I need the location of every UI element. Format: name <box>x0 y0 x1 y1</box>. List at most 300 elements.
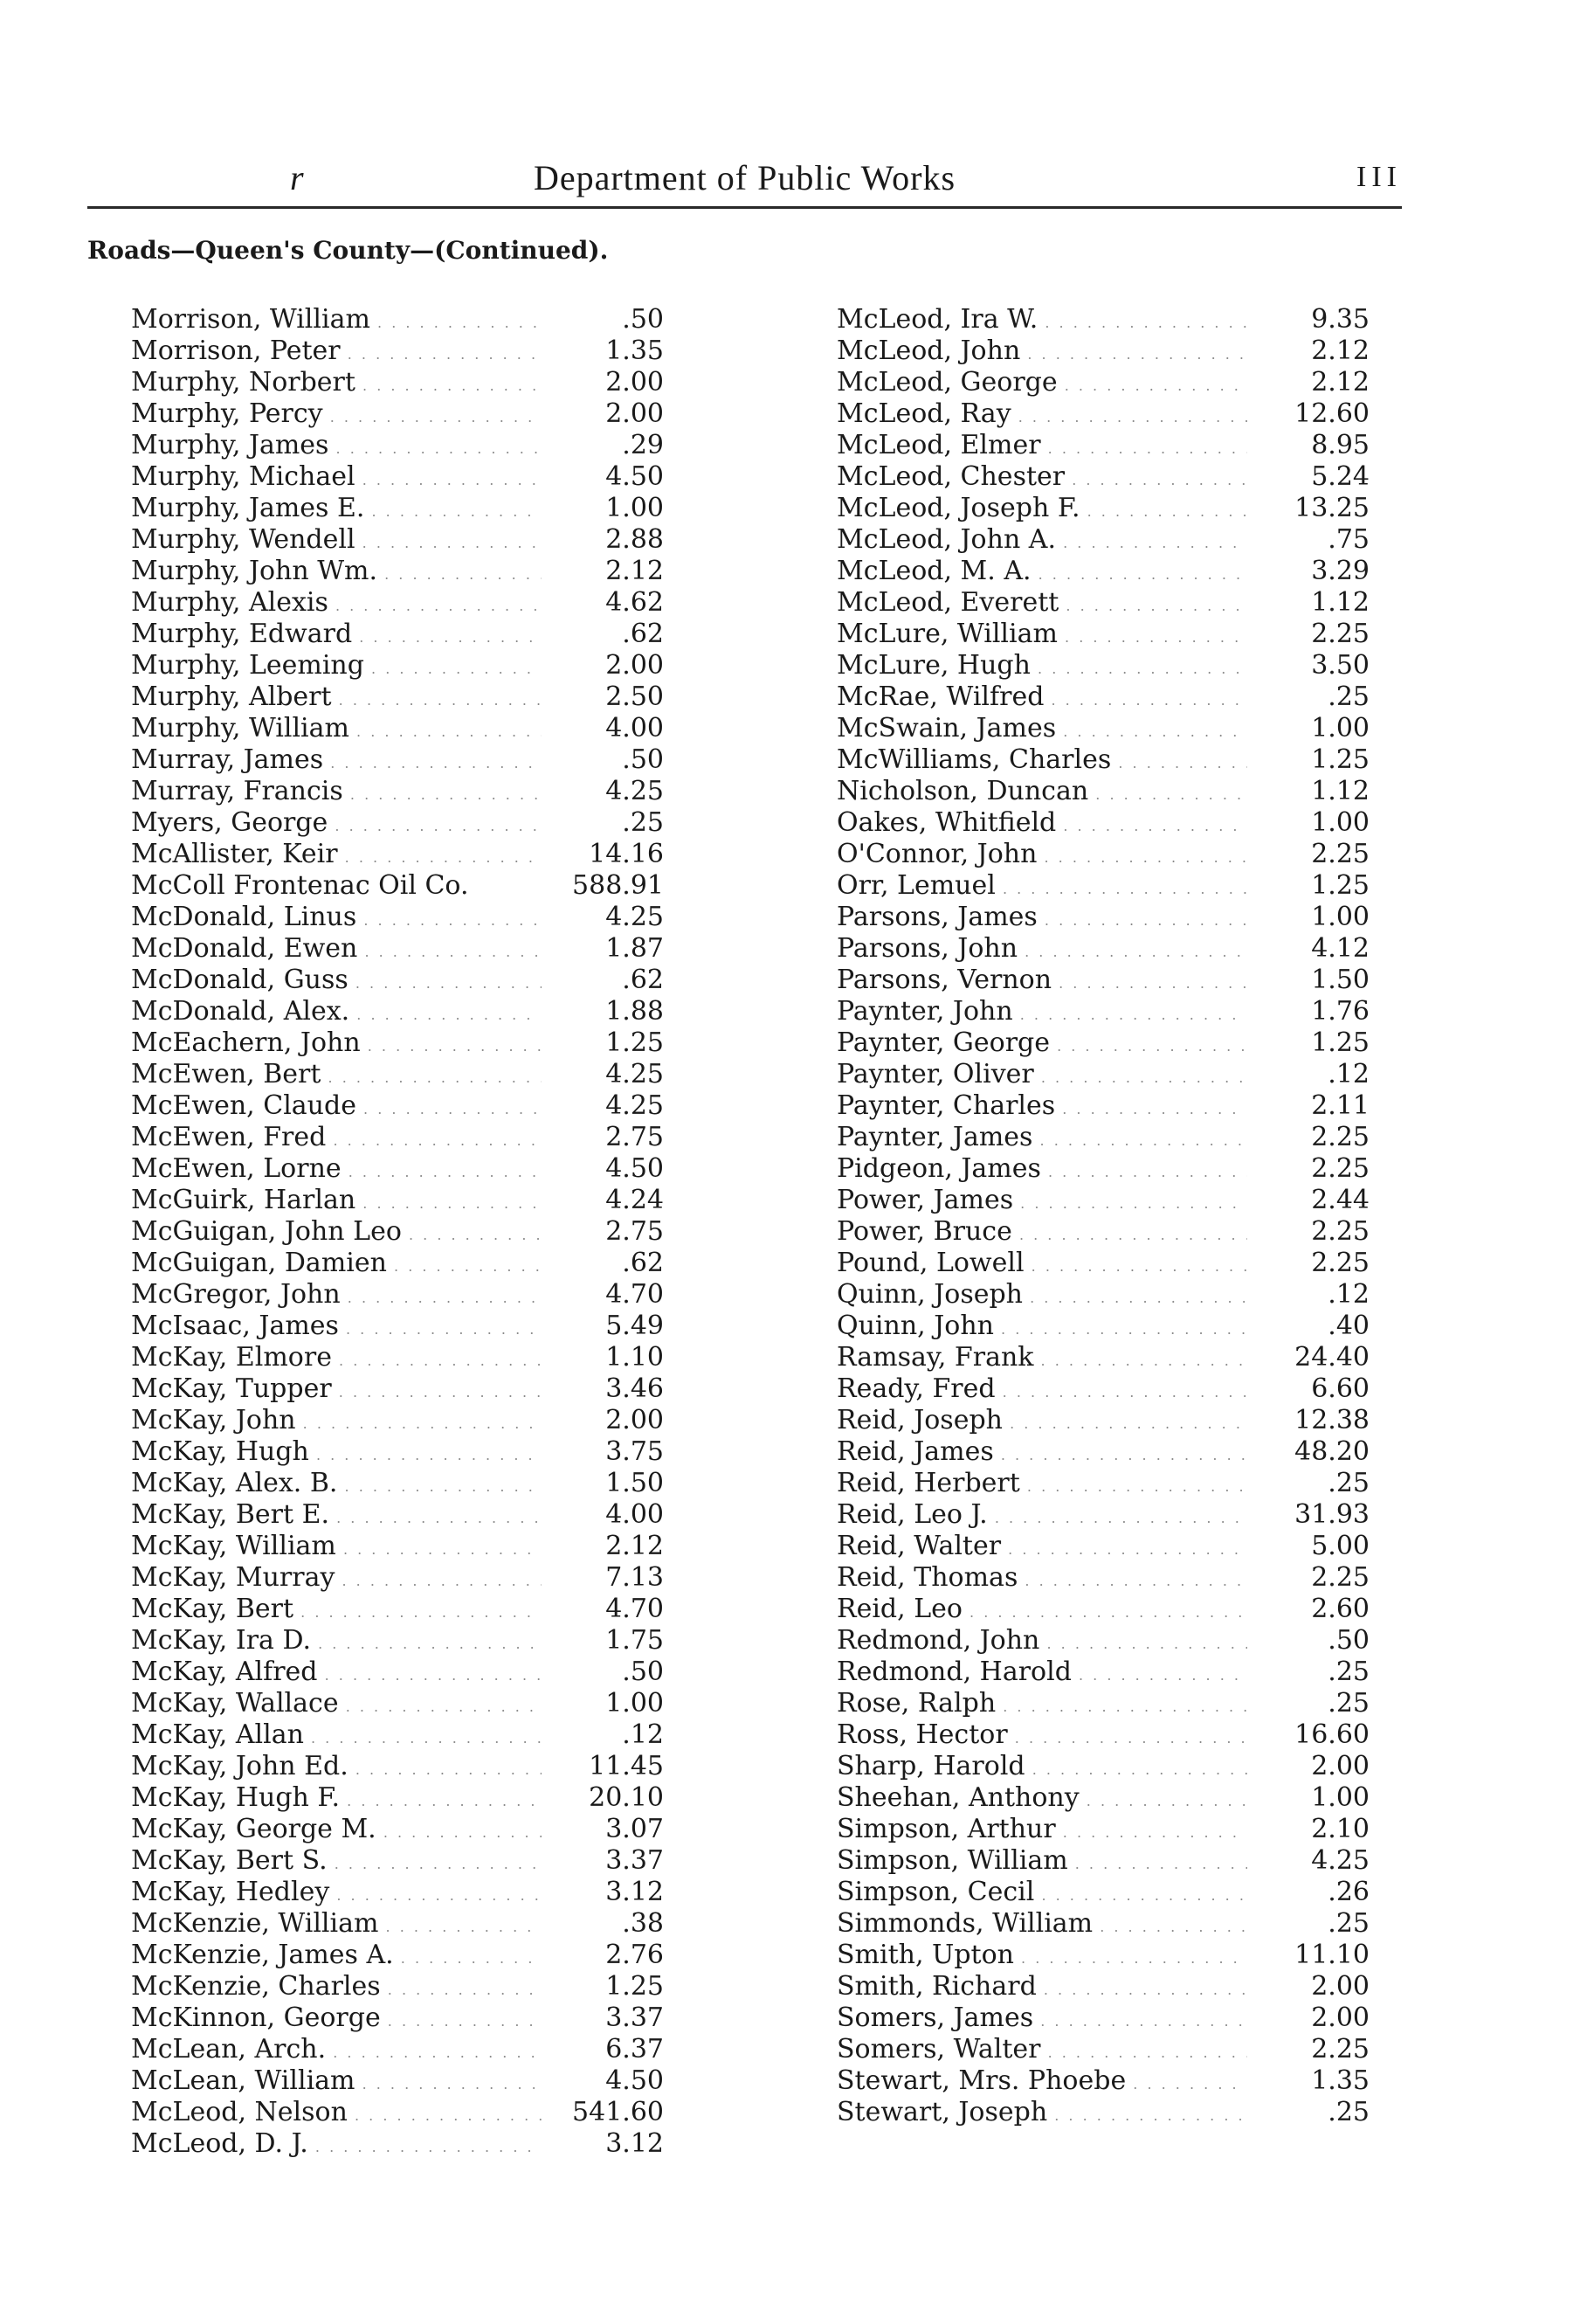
payee-name: McAllister, Keir . . . <box>131 839 542 874</box>
list-item <box>131 1279 664 1311</box>
payment-amount: 2.25 <box>1311 1216 1370 1247</box>
payment-amount: .29 <box>622 430 664 460</box>
list-item <box>131 933 664 965</box>
payee-name: McLeod, M. A. . . . <box>837 556 1247 591</box>
list-item <box>131 1751 664 1782</box>
payee-name: Ross, Hector . . . <box>837 1719 1247 1754</box>
list-item <box>837 1782 1370 1814</box>
payee-name: Reid, James . . . <box>837 1436 1247 1471</box>
payment-amount: 1.35 <box>605 335 664 366</box>
payee-name: Smith, Upton . . . <box>837 1940 1247 1975</box>
payment-amount: 1.00 <box>1311 807 1370 838</box>
payee-name: Murray, Francis . . . <box>131 776 542 811</box>
list-item <box>131 1059 664 1090</box>
payee-name: McKay, Bert S. . . . <box>131 1845 542 1880</box>
list-item <box>837 2034 1370 2065</box>
list-item <box>837 398 1370 430</box>
list-item <box>131 367 664 398</box>
payee-name: McKinnon, George . . . <box>131 2002 542 2037</box>
list-item <box>837 304 1370 335</box>
payment-amount: 2.00 <box>605 1405 664 1435</box>
list-item <box>837 1625 1370 1657</box>
payee-name: Parsons, Vernon . . . <box>837 965 1247 999</box>
payee-name: McLeod, Joseph F. . . . <box>837 493 1247 528</box>
payee-name: Power, James . . . <box>837 1185 1247 1220</box>
payment-amount: 4.62 <box>605 587 664 618</box>
payment-amount: .62 <box>622 1248 664 1278</box>
payee-name: Murray, James . . . <box>131 744 542 779</box>
payment-amount: 2.25 <box>1311 1153 1370 1184</box>
payment-amount: 6.60 <box>1311 1373 1370 1404</box>
payment-amount: 1.00 <box>1311 902 1370 932</box>
payee-name: Paynter, James . . . <box>837 1122 1247 1157</box>
payment-amount: 2.12 <box>1311 367 1370 398</box>
list-item <box>131 713 664 744</box>
payee-name: Reid, Thomas . . . <box>837 1562 1247 1597</box>
payment-amount: 4.50 <box>605 461 664 492</box>
list-item <box>131 1971 664 2002</box>
payee-name: Pound, Lowell . . . <box>837 1248 1247 1283</box>
list-item <box>131 1216 664 1248</box>
payee-name: McColl Frontenac Oil Co. <box>131 870 469 901</box>
payment-amount: 4.50 <box>605 2065 664 2096</box>
payment-amount: 1.00 <box>605 1688 664 1719</box>
payment-amount: 1.12 <box>1311 776 1370 806</box>
payment-amount: .62 <box>622 965 664 995</box>
payee-name: Ready, Fred . . . <box>837 1373 1247 1408</box>
payee-name: McLeod, Ira W. . . . <box>837 304 1247 339</box>
payment-amount: 13.25 <box>1294 493 1370 523</box>
list-item <box>131 1499 664 1531</box>
payee-name: Murphy, Wendell . . . <box>131 524 542 559</box>
list-item <box>837 619 1370 650</box>
payment-amount: 2.60 <box>1311 1594 1370 1624</box>
payee-name: McKay, Hugh . . . <box>131 1436 542 1471</box>
list-item <box>837 1940 1370 1971</box>
list-item <box>837 1468 1370 1499</box>
payee-name: Morrison, William . . . <box>131 304 542 339</box>
payment-amount: 2.75 <box>605 1122 664 1152</box>
list-item <box>837 1562 1370 1594</box>
payee-name: McDonald, Guss . . . <box>131 965 542 999</box>
payee-name: Simpson, Arthur . . . <box>837 1814 1247 1849</box>
list-item <box>837 2097 1370 2128</box>
payment-amount: 11.10 <box>1294 1940 1370 1970</box>
list-item <box>131 430 664 461</box>
payment-amount: .25 <box>1328 1657 1370 1687</box>
payment-amount: 4.00 <box>605 1499 664 1530</box>
list-item <box>837 1311 1370 1342</box>
list-item <box>837 1027 1370 1059</box>
list-item <box>131 524 664 556</box>
payee-name: McDonald, Alex. . . . <box>131 996 542 1031</box>
payment-amount: 4.24 <box>605 1185 664 1215</box>
payee-name: McGuigan, John Leo . . . <box>131 1216 542 1251</box>
payment-amount: 3.07 <box>605 1814 664 1844</box>
payment-amount: 1.25 <box>605 1971 664 2002</box>
payee-name: Reid, Leo . . . <box>837 1594 1247 1629</box>
payee-name: McKay, Elmore . . . <box>131 1342 542 1377</box>
payment-amount: 24.40 <box>1294 1342 1370 1373</box>
payment-amount: 12.38 <box>1294 1405 1370 1435</box>
list-item <box>837 2065 1370 2097</box>
payee-name: Smith, Richard . . . <box>837 1971 1247 2006</box>
payee-name: McKay, Bert . . . <box>131 1594 542 1629</box>
payee-name: McKay, John Ed. . . . <box>131 1751 542 1786</box>
list-item <box>131 650 664 681</box>
list-item <box>837 1814 1370 1845</box>
payee-name: McLure, Hugh . . . <box>837 650 1247 685</box>
payment-amount: 2.12 <box>1311 335 1370 366</box>
payee-name: McRae, Wilfred . . . <box>837 681 1247 716</box>
list-item <box>837 965 1370 996</box>
payee-name: McLeod, Elmer . . . <box>837 430 1247 465</box>
payee-name: Murphy, Percy . . . <box>131 398 542 433</box>
payee-name: Redmond, John . . . <box>837 1625 1247 1660</box>
payment-amount: 1.10 <box>605 1342 664 1373</box>
payee-name: McKenzie, Charles . . . <box>131 1971 542 2006</box>
payment-amount: 2.00 <box>1311 2002 1370 2033</box>
list-item <box>837 807 1370 839</box>
payee-name: McKay, Ira D. . . . <box>131 1625 542 1660</box>
list-item <box>131 1908 664 1940</box>
payment-amount: .12 <box>1328 1059 1370 1089</box>
payee-name: Paynter, John . . . <box>837 996 1247 1031</box>
list-item <box>131 1877 664 1908</box>
payment-amount: 2.00 <box>605 650 664 681</box>
payment-amount: 2.12 <box>605 556 664 586</box>
payment-amount: .50 <box>1328 1625 1370 1656</box>
list-item <box>837 1719 1370 1751</box>
payee-name: Somers, James . . . <box>837 2002 1247 2037</box>
payee-name: Murphy, James E. . . . <box>131 493 542 528</box>
payment-amount: 4.70 <box>605 1279 664 1310</box>
list-item <box>837 744 1370 776</box>
left-column-list <box>131 304 664 2160</box>
payment-amount: .38 <box>622 1908 664 1939</box>
payee-name: McEwen, Bert . . . <box>131 1059 542 1094</box>
payee-name: Simmonds, William . . . <box>837 1908 1247 1943</box>
payee-name: McKay, Alfred . . . <box>131 1657 542 1691</box>
list-item <box>131 681 664 713</box>
right-column-list <box>837 304 1370 2128</box>
payment-amount: 11.45 <box>589 1751 664 1781</box>
payment-amount: 1.00 <box>1311 713 1370 744</box>
payee-name: Paynter, George . . . <box>837 1027 1247 1062</box>
payment-amount: 2.00 <box>605 367 664 398</box>
payment-amount: 1.35 <box>1311 2065 1370 2096</box>
payment-amount: 2.25 <box>1311 1248 1370 1278</box>
list-item <box>837 461 1370 493</box>
payee-name: Morrison, Peter . . . <box>131 335 542 370</box>
payee-name: Quinn, Joseph . . . <box>837 1279 1247 1314</box>
payee-name: McKay, Hedley . . . <box>131 1877 542 1912</box>
payment-amount: .50 <box>622 1657 664 1687</box>
list-item <box>837 1090 1370 1122</box>
list-item <box>131 335 664 367</box>
payee-name: Power, Bruce . . . <box>837 1216 1247 1251</box>
payment-amount: 2.75 <box>605 1216 664 1247</box>
payee-name: McLeod, Ray . . . <box>837 398 1247 433</box>
payee-name: McEwen, Claude . . . <box>131 1090 542 1125</box>
list-item <box>131 1405 664 1436</box>
payment-amount: 4.25 <box>605 776 664 806</box>
list-item <box>837 1908 1370 1940</box>
list-item <box>131 1090 664 1122</box>
payee-name: Murphy, Alexis . . . <box>131 587 542 622</box>
list-item <box>131 2034 664 2065</box>
list-item <box>131 2128 664 2160</box>
payee-name: McKay, George M. . . . <box>131 1814 542 1849</box>
list-item <box>837 996 1370 1027</box>
payment-amount: 2.44 <box>1311 1185 1370 1215</box>
payee-name: Paynter, Oliver . . . <box>837 1059 1247 1094</box>
payee-name: McKay, Hugh F. . . . <box>131 1782 542 1817</box>
payee-name: Reid, Herbert . . . <box>837 1468 1247 1503</box>
payment-amount: .40 <box>1328 1311 1370 1341</box>
payee-name: Simpson, Cecil . . . <box>837 1877 1247 1912</box>
list-item <box>837 776 1370 807</box>
payment-amount: 2.25 <box>1311 1562 1370 1593</box>
payee-name: O'Connor, John . . . <box>837 839 1247 874</box>
header-mark: r <box>290 158 304 197</box>
list-item <box>837 2002 1370 2034</box>
payee-name: Murphy, Edward . . . <box>131 619 542 654</box>
list-item <box>837 870 1370 902</box>
list-item <box>837 681 1370 713</box>
payment-amount: 1.12 <box>1311 587 1370 618</box>
payment-amount: 3.12 <box>605 1877 664 1907</box>
list-item <box>837 933 1370 965</box>
payee-name: Murphy, Norbert . . . <box>131 367 542 402</box>
list-item <box>837 1845 1370 1877</box>
payee-name: McDonald, Ewen . . . <box>131 933 542 968</box>
payment-amount: 5.24 <box>1311 461 1370 492</box>
payee-name: McLean, Arch. . . . <box>131 2034 542 2069</box>
section-heading: Roads—Queen's County—(Continued). <box>87 236 609 265</box>
payee-name: McKay, John . . . <box>131 1405 542 1440</box>
payee-name: Redmond, Harold . . . <box>837 1657 1247 1691</box>
list-item <box>131 1814 664 1845</box>
payment-amount: 5.00 <box>1311 1531 1370 1561</box>
payment-amount: 3.37 <box>605 2002 664 2033</box>
payee-name: McKenzie, William . . . <box>131 1908 542 1943</box>
payee-name: McKenzie, James A. . . . <box>131 1940 542 1975</box>
payment-amount: .12 <box>622 1719 664 1750</box>
payee-name: Sharp, Harold . . . <box>837 1751 1247 1786</box>
payment-amount: 1.50 <box>605 1468 664 1498</box>
payment-amount: 4.70 <box>605 1594 664 1624</box>
list-item <box>131 965 664 996</box>
payee-name: McKay, William . . . <box>131 1531 542 1566</box>
list-item <box>131 1594 664 1625</box>
payment-amount: .12 <box>1328 1279 1370 1310</box>
list-item <box>837 1877 1370 1908</box>
payee-name: McGregor, John . . . <box>131 1279 542 1314</box>
page-number: III <box>1356 161 1402 193</box>
list-item <box>837 1248 1370 1279</box>
list-item <box>131 902 664 933</box>
payee-name: Reid, Walter . . . <box>837 1531 1247 1566</box>
payment-amount: .62 <box>622 619 664 649</box>
payee-name: Stewart, Joseph . . . <box>837 2097 1247 2132</box>
list-item <box>131 1719 664 1751</box>
payment-amount: 2.88 <box>605 524 664 555</box>
payee-name: Oakes, Whitfield . . . <box>837 807 1247 842</box>
payee-name: McGuirk, Harlan . . . <box>131 1185 542 1220</box>
payment-amount: 4.25 <box>605 1090 664 1121</box>
payee-name: McLeod, Everett . . . <box>837 587 1247 622</box>
payee-name: McLeod, John A. . . . <box>837 524 1247 559</box>
payee-name: Stewart, Mrs. Phoebe . . . <box>837 2065 1247 2100</box>
list-item <box>131 1436 664 1468</box>
payee-name: Quinn, John . . . <box>837 1311 1247 1345</box>
payee-name: McEachern, John . . . <box>131 1027 542 1062</box>
payee-name: Paynter, Charles . . . <box>837 1090 1247 1125</box>
payment-amount: 7.13 <box>605 1562 664 1593</box>
list-item <box>131 2097 664 2128</box>
payee-name: Murphy, James . . . <box>131 430 542 465</box>
list-item <box>131 996 664 1027</box>
payee-name: Murphy, Michael . . . <box>131 461 542 496</box>
list-item <box>837 839 1370 870</box>
list-item <box>131 587 664 619</box>
payment-amount: 4.25 <box>1311 1845 1370 1876</box>
list-item <box>131 1531 664 1562</box>
payee-name: Ramsay, Frank . . . <box>837 1342 1247 1377</box>
payment-amount: 3.50 <box>1311 650 1370 681</box>
payment-amount: 1.25 <box>1311 1027 1370 1058</box>
payee-name: McKay, Wallace . . . <box>131 1688 542 1723</box>
payment-amount: 3.12 <box>605 2128 664 2159</box>
payment-amount: 4.25 <box>605 1059 664 1089</box>
list-item <box>131 1122 664 1153</box>
payee-name: Murphy, William . . . <box>131 713 542 748</box>
list-item <box>131 807 664 839</box>
list-item <box>131 1342 664 1373</box>
list-item <box>131 1782 664 1814</box>
payment-amount: 2.50 <box>605 681 664 712</box>
payee-name: Simpson, William . . . <box>837 1845 1247 1880</box>
list-item <box>131 556 664 587</box>
list-item <box>837 1436 1370 1468</box>
list-item <box>837 650 1370 681</box>
payment-amount: 588.91 <box>572 870 664 901</box>
list-item <box>837 1594 1370 1625</box>
list-item <box>131 304 664 335</box>
list-item <box>837 1531 1370 1562</box>
payee-name: McLeod, Nelson . . . <box>131 2097 542 2132</box>
payment-amount: 4.12 <box>1311 933 1370 964</box>
payment-amount: 1.25 <box>1311 870 1370 901</box>
payee-name: McLean, William . . . <box>131 2065 542 2100</box>
payment-amount: 2.25 <box>1311 1122 1370 1152</box>
list-item <box>837 1279 1370 1311</box>
payee-name: McKay, Murray . . . <box>131 1562 542 1597</box>
list-item <box>837 524 1370 556</box>
payment-amount: 2.00 <box>1311 1751 1370 1781</box>
payee-name: McKay, Allan . . . <box>131 1719 542 1754</box>
payee-name: Myers, George . . . <box>131 807 542 842</box>
list-item <box>837 1122 1370 1153</box>
payee-name: Nicholson, Duncan . . . <box>837 776 1247 811</box>
payment-amount: 2.00 <box>605 398 664 429</box>
list-item <box>837 902 1370 933</box>
list-item <box>837 367 1370 398</box>
payment-amount: .25 <box>622 807 664 838</box>
list-item <box>131 744 664 776</box>
payment-amount: 14.16 <box>589 839 664 869</box>
payment-amount: 3.75 <box>605 1436 664 1467</box>
payment-amount: 1.75 <box>605 1625 664 1656</box>
payee-name: McLure, William . . . <box>837 619 1247 654</box>
list-item <box>837 587 1370 619</box>
list-item <box>131 1027 664 1059</box>
list-item <box>837 1373 1370 1405</box>
list-item <box>131 1468 664 1499</box>
list-item <box>837 1971 1370 2002</box>
payment-amount: 3.37 <box>605 1845 664 1876</box>
payment-amount: 31.93 <box>1294 1499 1370 1530</box>
payee-name: Rose, Ralph . . . <box>837 1688 1247 1723</box>
payment-amount: 541.60 <box>572 2097 664 2127</box>
payee-name: McWilliams, Charles . . . <box>837 744 1247 779</box>
list-item <box>837 1153 1370 1185</box>
list-item <box>131 398 664 430</box>
payment-amount: 20.10 <box>589 1782 664 1813</box>
list-item <box>837 1657 1370 1688</box>
payee-name: McKay, Tupper . . . <box>131 1373 542 1408</box>
payment-amount: 48.20 <box>1294 1436 1370 1467</box>
list-item <box>837 430 1370 461</box>
payment-amount: 12.60 <box>1294 398 1370 429</box>
payee-name: Somers, Walter . . . <box>837 2034 1247 2069</box>
payment-amount: 1.50 <box>1311 965 1370 995</box>
payment-amount: .26 <box>1328 1877 1370 1907</box>
payee-name: McLeod, Chester . . . <box>837 461 1247 496</box>
list-item <box>837 556 1370 587</box>
payee-name: McIsaac, James . . . <box>131 1311 542 1345</box>
list-item <box>131 1373 664 1405</box>
list-item <box>131 1311 664 1342</box>
payee-name: Reid, Leo J. . . . <box>837 1499 1247 1534</box>
payment-amount: 16.60 <box>1294 1719 1370 1750</box>
list-item <box>837 1342 1370 1373</box>
list-item <box>131 1688 664 1719</box>
payee-name: McLeod, George . . . <box>837 367 1247 402</box>
payment-amount: .25 <box>1328 1468 1370 1498</box>
payment-amount: .50 <box>622 744 664 775</box>
list-item <box>131 870 664 902</box>
payee-name: Murphy, John Wm. . . . <box>131 556 542 591</box>
list-item <box>131 1845 664 1877</box>
list-item <box>837 1499 1370 1531</box>
payment-amount: .75 <box>1328 524 1370 555</box>
payment-amount: .25 <box>1328 681 1370 712</box>
list-item <box>131 1562 664 1594</box>
list-item <box>131 1625 664 1657</box>
list-item <box>837 713 1370 744</box>
payment-amount: 4.00 <box>605 713 664 744</box>
list-item <box>837 335 1370 367</box>
payee-name: McDonald, Linus . . . <box>131 902 542 937</box>
payment-amount: 8.95 <box>1311 430 1370 460</box>
payee-name: McGuigan, Damien . . . <box>131 1248 542 1283</box>
list-item <box>837 1405 1370 1436</box>
list-item <box>837 1751 1370 1782</box>
list-item <box>131 619 664 650</box>
payment-amount: 1.25 <box>605 1027 664 1058</box>
